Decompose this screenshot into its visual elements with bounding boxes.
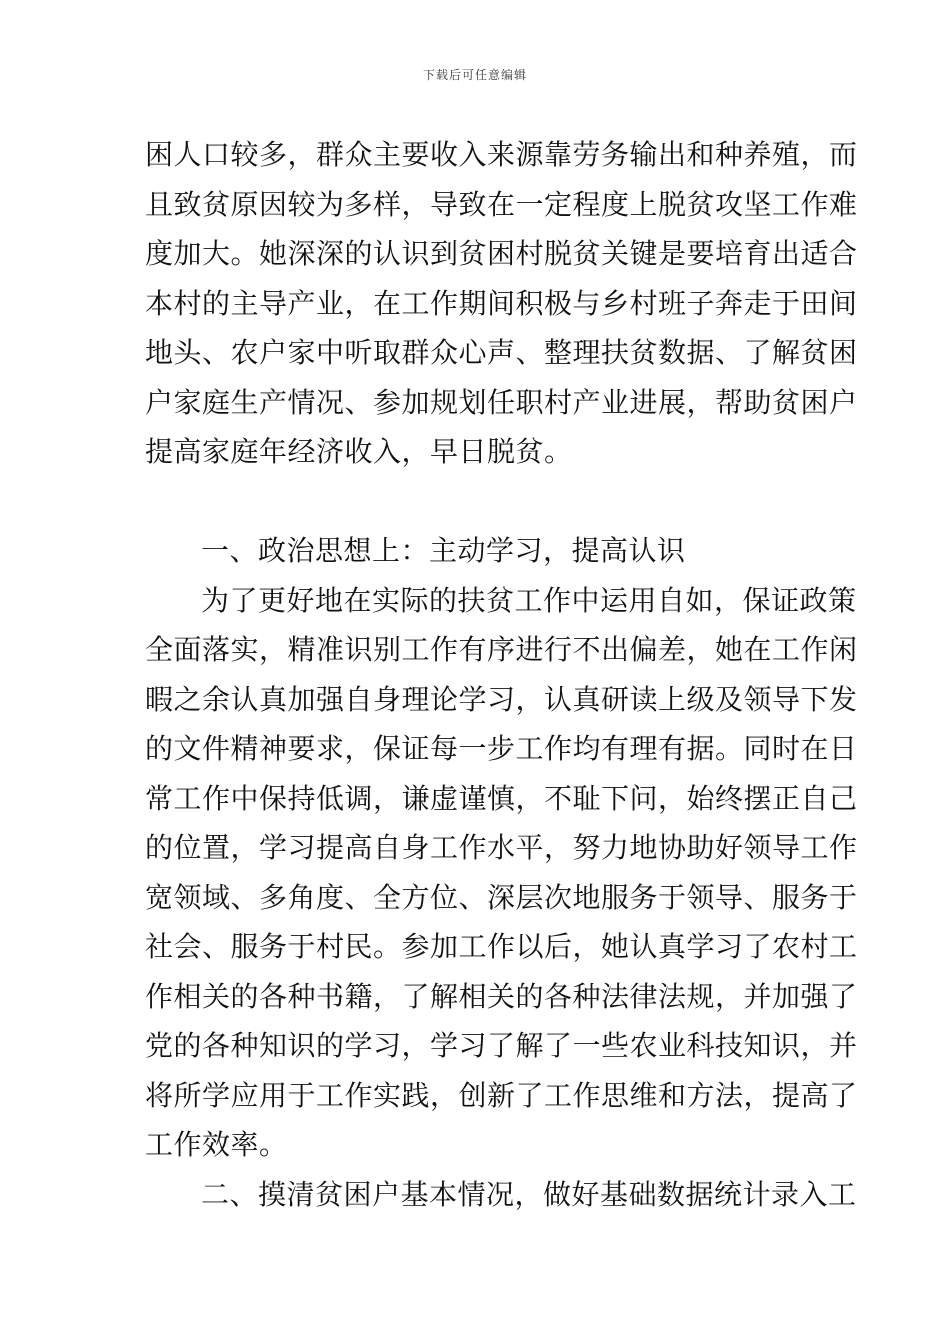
text-line: 且致贫原因较为多样，导致在一定程度上脱贫攻坚工作难: [145, 187, 858, 221]
heading-line: 一、政治思想上：主动学习，提高认识: [201, 534, 686, 567]
text-line: 度加大。她深深的认识到贫困村脱贫关键是要培育出适合: [145, 237, 858, 270]
text-line: 党的各种知识的学习，学习了解了一些农业科技知识，并: [145, 1029, 858, 1062]
text-line: 困人口较多，群众主要收入来源靠劳务输出和种养殖，而: [145, 138, 858, 171]
document-body: [145, 130, 858, 1219]
text-line: 的位置，学习提高自身工作水平，努力地协助好领导工作: [145, 831, 858, 864]
text-line: 暇之余认真加强自身理论学习，认真研读上级及领导下发: [145, 682, 858, 716]
text-line: 社会、服务于村民。参加工作以后，她认真学习了农村工: [145, 930, 858, 963]
text-line: 户家庭生产情况、参加规划任职村产业进展，帮助贫困户: [145, 385, 858, 419]
text-line: 常工作中保持低调，谦虚谨慎，不耻下问，始终摆正自己: [145, 781, 858, 815]
text-line: 将所学应用于工作实践，创新了工作思维和方法，提高了: [145, 1078, 858, 1112]
heading-line: 二、摸清贫困户基本情况，做好基础数据统计录入工: [201, 1177, 857, 1211]
paragraph-gap: [145, 477, 810, 527]
text-line: 提高家庭年经济收入，早日脱贫。: [145, 435, 573, 468]
paragraph: [145, 576, 858, 1170]
section-heading: [145, 526, 810, 576]
text-line: 作相关的各种书籍，了解相关的各种法律法规，并加强了: [145, 979, 858, 1013]
text-line: 宽领域、多角度、全方位、深层次地服务于领导、服务于: [145, 880, 858, 914]
text-line: 全面落实，精准识别工作有序进行不出偏差，她在工作闲: [145, 633, 858, 666]
text-line: 为了更好地在实际的扶贫工作中运用自如，保证政策: [201, 583, 857, 617]
paragraph: [145, 130, 858, 477]
section-heading: [145, 1170, 857, 1220]
text-line: 的文件精神要求，保证每一步工作均有理有据。同时在日: [145, 732, 858, 765]
page-header: 下载后可任意编辑: [422, 68, 527, 82]
text-line: 地头、农户家中听取群众心声、整理扶贫数据、了解贫困: [145, 336, 858, 369]
text-line: 工作效率。: [145, 1128, 288, 1161]
text-line: 本村的主导产业，在工作期间积极与乡村班子奔走于田间: [145, 286, 858, 320]
